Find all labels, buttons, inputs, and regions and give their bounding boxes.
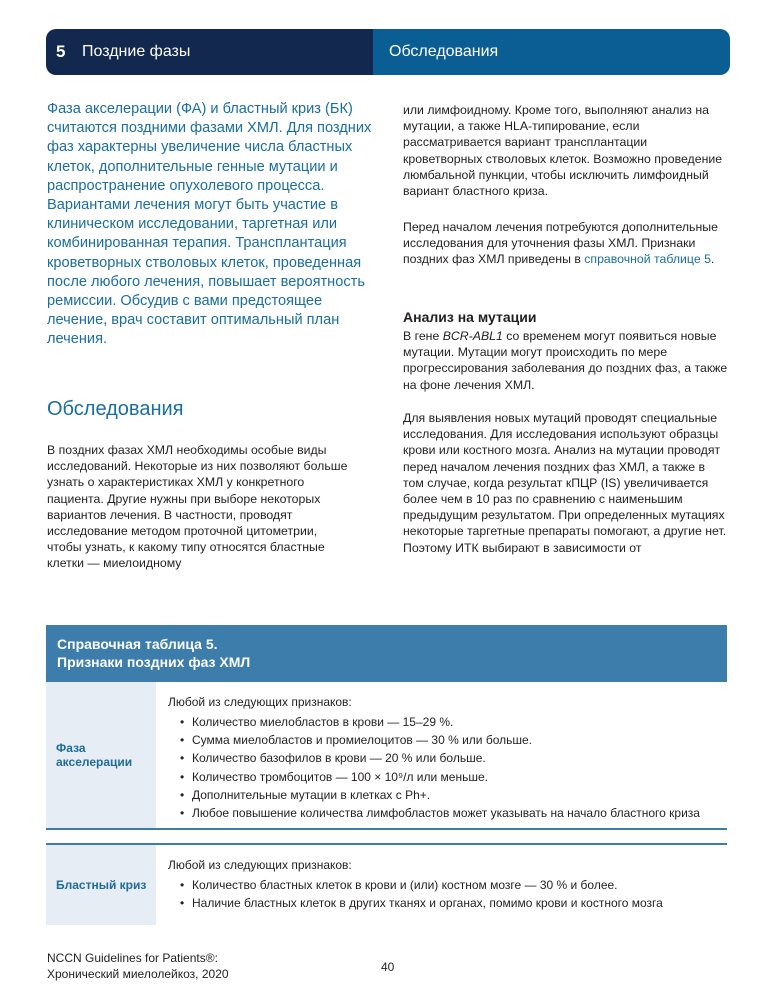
row-intro: Любой из следующих признаков: [168, 695, 352, 709]
mutation-p1-prefix: В гене [403, 329, 443, 343]
exams-paragraph: В поздних фазах ХМЛ необходимы особые виды исследований. Некоторые из них позволяют больше узнать о характеристиках ХМЛ у конкретного пациента. Другие нужны при выборе некоторых вариантов лечения. В частности, проводят исследование методом проточной цитометрии, чтобы узнать, к какому типу относятся бластные клетки — миелоидному [47, 443, 348, 571]
footer-line-2: Хронический миелолейкоз, 2020 [47, 967, 229, 981]
chapter-header [46, 29, 730, 75]
table-title-line-2: Признаки поздних фаз ХМЛ [57, 654, 251, 670]
reference-table-title [46, 625, 727, 682]
list-item: • Количество миелобластов в крови — 15–29 %. [180, 713, 727, 731]
list-item: • Наличие бластных клеток в других тканях и органах, помимо крови и костного мозга [180, 894, 727, 912]
criteria-list [168, 876, 727, 912]
chapter-title: Поздние фазы [82, 43, 191, 60]
table-row-acceleration [46, 682, 727, 830]
footer-line-1: NCCN Guidelines for Patients®: [47, 951, 218, 965]
criteria-list [168, 713, 727, 822]
list-item: • Дополнительные мутации в клетках с Ph+. [180, 786, 727, 804]
footer [47, 950, 229, 982]
phase-paragraph-text: Перед началом лечения потребуются дополнительные исследования для уточнения фазы ХМЛ. Признаки поздних фаз ХМЛ приведены в [403, 220, 718, 267]
gene-name: BCR-ABL1 [442, 329, 503, 343]
mutation-p1-rest: со временем могут появиться новые мутации. Мутации могут происходить по мере прогрессирования заболевания до поздних фаз, а также на фоне лечения ХМЛ. [403, 329, 728, 392]
table-title-line-1: Справочная таблица 5. [57, 636, 218, 652]
chapter-header-left [46, 29, 373, 75]
phase-paragraph [403, 219, 728, 268]
list-item: • Количество бластных клеток в крови и (или) костном мозге — 30 % и более. [180, 876, 727, 894]
mutation-paragraph-2: Для выявления новых мутаций проводят специальные исследования. Для исследования используют образцы крови или костного мозга. Анализ на мутации проводят перед началом лечения поздних фаз ХМЛ, а также в том случае, когда результат кПЦР (IS) увеличивается более чем в 10 раз по сравнению с наименьшим предыдущим результатом. При определенных мутациях некоторые таргетные препараты помогают, а другие нет. Поэтому ИТК выбирают в зависимости от [403, 411, 727, 555]
list-item: • Сумма миелобластов и промиелоцитов — 30 % или больше. [180, 731, 727, 749]
exams-paragraph-continued: или лимфоидному. Кроме того, выполняют анализ на мутации, а также HLA-типирование, если рассматривается вариант трансплантации кроветворных стволовых клеток. Возможно проведение люмбальной пункции, чтобы исключить лимфоидный вариант бластного криза. [403, 103, 723, 199]
page-number: 40 [381, 960, 395, 974]
list-item: • Любое повышение количества лимфобластов может указывать на начало бластного криза [180, 804, 727, 822]
section-heading: Обследования [47, 398, 184, 420]
section-title: Обследования [373, 29, 730, 75]
intro-paragraph: Фаза акселерации (ФА) и бластный криз (БК) считаются поздними фазами ХМЛ. Для поздних фаз характерны увеличение числа бластных клеток, дополнительные генные мутации и распространение опухолевого процесса. Вариантами лечения могут быть участие в клиническом исследовании, таргетная или комбинированная терапия. Трансплантация кроветворных стволовых клеток, проведенная после любого лечения, повышает вероятность ремиссии. Обсудив с вами предстоящее лечение, врач составит оптимальный план лечения. [47, 101, 372, 348]
row-label-acceleration: Фаза акселерации [46, 682, 156, 828]
mutation-heading: Анализ на мутации [403, 309, 537, 325]
table-row-blast-crisis [46, 843, 727, 925]
mutation-paragraph-1 [403, 328, 728, 393]
chapter-number: 5 [56, 42, 66, 61]
list-item: • Количество тромбоцитов — 100 × 10⁹/л или меньше. [180, 768, 727, 786]
reference-table-link[interactable]: справочной таблице 5 [584, 252, 711, 267]
row-label-blast-crisis: Бластный криз [46, 845, 156, 925]
row-intro: Любой из следующих признаков: [168, 858, 352, 872]
row-content-blast-crisis [168, 857, 727, 912]
phase-paragraph-end: . [710, 252, 715, 267]
list-item: • Количество базофилов в крови — 20 % или больше. [180, 749, 727, 767]
row-content-acceleration [168, 694, 727, 822]
